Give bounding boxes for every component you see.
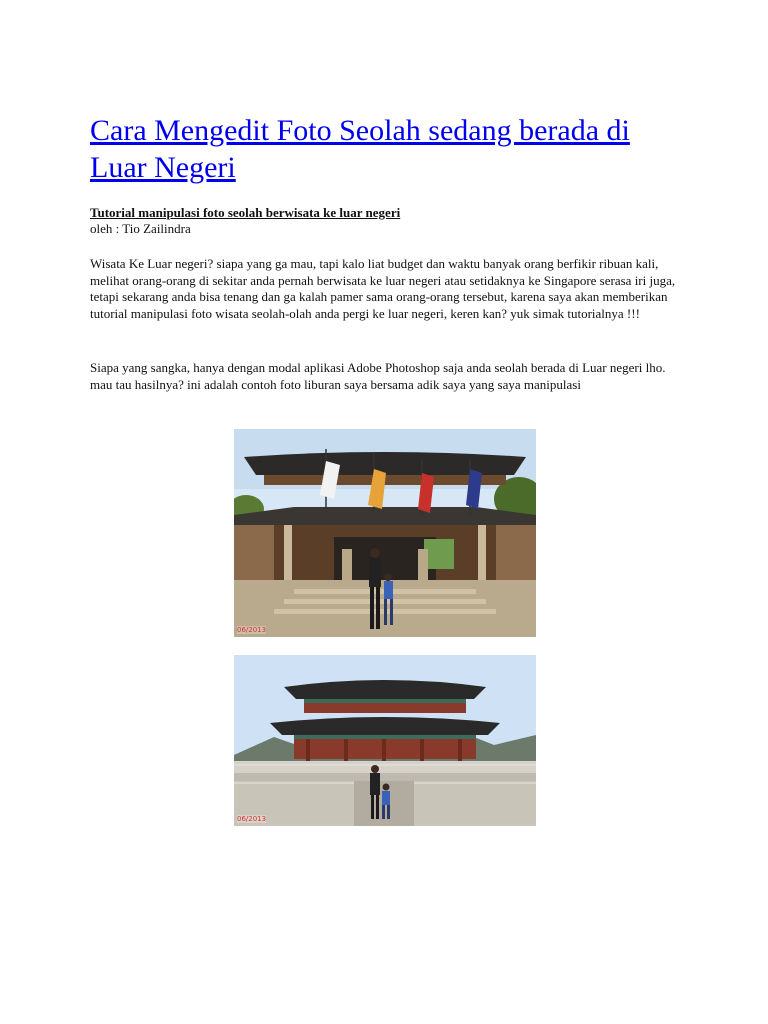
second-paragraph: Siapa yang sangka, hanya dengan modal aplikasi Adobe Photoshop saja anda seolah berada di Luar negeri lho. mau tau hasilnya? ini adalah contoh foto liburan saya bersama adik saya yang saya manipulasi (90, 360, 666, 392)
gate-photo (234, 429, 536, 637)
article-title-link[interactable]: Cara Mengedit Foto Seolah sedang berada di Luar Negeri (90, 114, 630, 184)
photo-date-stamp: 06/2013 (237, 815, 267, 823)
article-author: oleh : Tio Zailindra (90, 221, 191, 236)
photo-date-stamp: 06/2013 (237, 626, 267, 634)
intro-paragraph: Wisata Ke Luar negeri? siapa yang ga mau, tapi kalo liat budget dan waktu banyak orang berfikir ribuan kali, melihat orang-orang di sekitar anda pernah berwisata ke luar negeri atau setidaknya ke Singapore serasa iri juga, tetapi sekarang anda bisa tenang dan ga kalah pamer sama orang-orang tersebut, karena saya akan memberikan tutorial manipulasi foto wisata seolah-olah anda pergi ke luar negeri, keren kan? yuk simak tutorialnya !!! (90, 256, 676, 321)
article-subtitle: Tutorial manipulasi foto seolah berwisata ke luar negeri (90, 205, 401, 220)
gate-photo-illustration (234, 429, 536, 637)
palace-photo (234, 655, 536, 826)
palace-photo-illustration (234, 655, 536, 826)
